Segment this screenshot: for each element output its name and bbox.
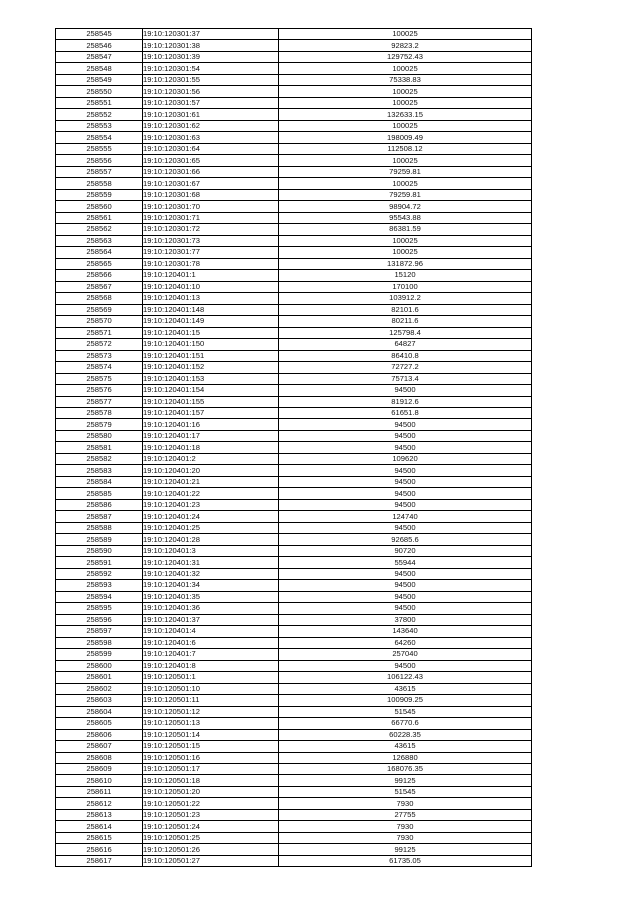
table-row [56, 120, 532, 131]
row-id-cell: 258617 [56, 855, 143, 866]
cadastral-number-cell: 19:10:120301:38 [143, 40, 279, 51]
row-id-cell: 258555 [56, 143, 143, 154]
table-row [56, 465, 532, 476]
row-id-cell: 258581 [56, 442, 143, 453]
cadastral-number-cell: 19:10:120301:39 [143, 51, 279, 62]
amount-cell: 132633.15 [279, 109, 532, 120]
amount-cell: 27755 [279, 809, 532, 820]
cadastral-number-cell: 19:10:120401:20 [143, 465, 279, 476]
amount-cell: 100025 [279, 97, 532, 108]
cadastral-number-cell: 19:10:120501:22 [143, 798, 279, 809]
row-id-cell: 258569 [56, 304, 143, 315]
row-id-cell: 258575 [56, 373, 143, 384]
cadastral-number-cell: 19:10:120401:3 [143, 545, 279, 556]
amount-cell: 99125 [279, 844, 532, 855]
table-row [56, 442, 532, 453]
cadastral-number-cell: 19:10:120301:67 [143, 178, 279, 189]
row-id-cell: 258576 [56, 385, 143, 396]
table-row [56, 189, 532, 200]
amount-cell: 79259.81 [279, 189, 532, 200]
table-row [56, 327, 532, 338]
cadastral-number-cell: 19:10:120401:6 [143, 637, 279, 648]
table-row [56, 798, 532, 809]
table-row [56, 247, 532, 258]
cadastral-number-cell: 19:10:120401:15 [143, 327, 279, 338]
table-row [56, 764, 532, 775]
table-row [56, 212, 532, 223]
table-row [56, 97, 532, 108]
row-id-cell: 258586 [56, 499, 143, 510]
amount-cell: 257040 [279, 649, 532, 660]
amount-cell: 94500 [279, 603, 532, 614]
row-id-cell: 258597 [56, 626, 143, 637]
cadastral-number-cell: 19:10:120501:14 [143, 729, 279, 740]
table-row [56, 649, 532, 660]
row-id-cell: 258550 [56, 86, 143, 97]
amount-cell: 94500 [279, 568, 532, 579]
row-id-cell: 258588 [56, 522, 143, 533]
row-id-cell: 258601 [56, 672, 143, 683]
cadastral-number-cell: 19:10:120301:77 [143, 247, 279, 258]
table-row [56, 660, 532, 671]
cadastral-number-cell: 19:10:120401:31 [143, 557, 279, 568]
row-id-cell: 258551 [56, 97, 143, 108]
row-id-cell: 258599 [56, 649, 143, 660]
row-id-cell: 258582 [56, 453, 143, 464]
amount-cell: 103912.2 [279, 293, 532, 304]
table-row [56, 545, 532, 556]
row-id-cell: 258614 [56, 821, 143, 832]
amount-cell: 86381.59 [279, 224, 532, 235]
amount-cell: 61651.8 [279, 407, 532, 418]
cadastral-number-cell: 19:10:120501:20 [143, 786, 279, 797]
amount-cell: 66770.6 [279, 718, 532, 729]
row-id-cell: 258602 [56, 683, 143, 694]
row-id-cell: 258609 [56, 764, 143, 775]
row-id-cell: 258552 [56, 109, 143, 120]
table-row [56, 568, 532, 579]
row-id-cell: 258558 [56, 178, 143, 189]
amount-cell: 99125 [279, 775, 532, 786]
row-id-cell: 258546 [56, 40, 143, 51]
cadastral-number-cell: 19:10:120401:10 [143, 281, 279, 292]
amount-cell: 64827 [279, 339, 532, 350]
table-row [56, 476, 532, 487]
cadastral-number-cell: 19:10:120501:16 [143, 752, 279, 763]
table-row [56, 591, 532, 602]
amount-cell: 51545 [279, 786, 532, 797]
cadastral-number-cell: 19:10:120501:13 [143, 718, 279, 729]
amount-cell: 100025 [279, 155, 532, 166]
table-row [56, 614, 532, 625]
amount-cell: 94500 [279, 442, 532, 453]
cadastral-number-cell: 19:10:120501:1 [143, 672, 279, 683]
row-id-cell: 258573 [56, 350, 143, 361]
table-row [56, 166, 532, 177]
table-row [56, 683, 532, 694]
table-row [56, 270, 532, 281]
table-row [56, 51, 532, 62]
amount-cell: 94500 [279, 385, 532, 396]
amount-cell: 112508.12 [279, 143, 532, 154]
row-id-cell: 258615 [56, 832, 143, 843]
cadastral-number-cell: 19:10:120501:24 [143, 821, 279, 832]
table-row [56, 626, 532, 637]
cadastral-number-cell: 19:10:120301:56 [143, 86, 279, 97]
table-row [56, 557, 532, 568]
cadastral-number-cell: 19:10:120301:78 [143, 258, 279, 269]
table-row [56, 522, 532, 533]
table-row [56, 143, 532, 154]
amount-cell: 170100 [279, 281, 532, 292]
amount-cell: 168076.35 [279, 764, 532, 775]
table-row [56, 339, 532, 350]
table-row [56, 293, 532, 304]
table-row [56, 109, 532, 120]
cadastral-number-cell: 19:10:120401:13 [143, 293, 279, 304]
amount-cell: 100025 [279, 86, 532, 97]
amount-cell: 126880 [279, 752, 532, 763]
data-table [55, 28, 532, 867]
row-id-cell: 258607 [56, 741, 143, 752]
amount-cell: 37800 [279, 614, 532, 625]
row-id-cell: 258574 [56, 362, 143, 373]
row-id-cell: 258549 [56, 74, 143, 85]
amount-cell: 106122.43 [279, 672, 532, 683]
table-row [56, 844, 532, 855]
table-body [56, 29, 532, 867]
cadastral-number-cell: 19:10:120401:24 [143, 511, 279, 522]
amount-cell: 100025 [279, 235, 532, 246]
cadastral-number-cell: 19:10:120301:64 [143, 143, 279, 154]
row-id-cell: 258568 [56, 293, 143, 304]
amount-cell: 51545 [279, 706, 532, 717]
table-row [56, 155, 532, 166]
row-id-cell: 258584 [56, 476, 143, 487]
cadastral-number-cell: 19:10:120501:17 [143, 764, 279, 775]
row-id-cell: 258577 [56, 396, 143, 407]
amount-cell: 80211.6 [279, 316, 532, 327]
table-row [56, 419, 532, 430]
amount-cell: 100025 [279, 63, 532, 74]
cadastral-number-cell: 19:10:120401:32 [143, 568, 279, 579]
row-id-cell: 258556 [56, 155, 143, 166]
row-id-cell: 258595 [56, 603, 143, 614]
table-row [56, 775, 532, 786]
row-id-cell: 258545 [56, 29, 143, 40]
amount-cell: 100025 [279, 247, 532, 258]
amount-cell: 129752.43 [279, 51, 532, 62]
table-row [56, 534, 532, 545]
table-row [56, 362, 532, 373]
row-id-cell: 258548 [56, 63, 143, 74]
amount-cell: 86410.8 [279, 350, 532, 361]
row-id-cell: 258589 [56, 534, 143, 545]
cadastral-number-cell: 19:10:120401:22 [143, 488, 279, 499]
amount-cell: 72727.2 [279, 362, 532, 373]
amount-cell: 125798.4 [279, 327, 532, 338]
cadastral-number-cell: 19:10:120401:35 [143, 591, 279, 602]
row-id-cell: 258612 [56, 798, 143, 809]
cadastral-number-cell: 19:10:120401:4 [143, 626, 279, 637]
amount-cell: 43615 [279, 741, 532, 752]
table-row [56, 718, 532, 729]
row-id-cell: 258596 [56, 614, 143, 625]
row-id-cell: 258604 [56, 706, 143, 717]
table-row [56, 350, 532, 361]
table-row [56, 855, 532, 866]
row-id-cell: 258611 [56, 786, 143, 797]
cadastral-number-cell: 19:10:120301:63 [143, 132, 279, 143]
cadastral-number-cell: 19:10:120401:34 [143, 580, 279, 591]
cadastral-number-cell: 19:10:120501:12 [143, 706, 279, 717]
cadastral-number-cell: 19:10:120401:7 [143, 649, 279, 660]
table-row [56, 488, 532, 499]
row-id-cell: 258572 [56, 339, 143, 350]
table-row [56, 453, 532, 464]
row-id-cell: 258606 [56, 729, 143, 740]
row-id-cell: 258567 [56, 281, 143, 292]
amount-cell: 7930 [279, 821, 532, 832]
amount-cell: 124740 [279, 511, 532, 522]
table-row [56, 316, 532, 327]
amount-cell: 100025 [279, 178, 532, 189]
row-id-cell: 258590 [56, 545, 143, 556]
cadastral-number-cell: 19:10:120401:151 [143, 350, 279, 361]
cadastral-number-cell: 19:10:120301:66 [143, 166, 279, 177]
amount-cell: 7930 [279, 798, 532, 809]
amount-cell: 94500 [279, 499, 532, 510]
row-id-cell: 258553 [56, 120, 143, 131]
amount-cell: 43615 [279, 683, 532, 694]
cadastral-number-cell: 19:10:120401:25 [143, 522, 279, 533]
amount-cell: 94500 [279, 430, 532, 441]
table-row [56, 132, 532, 143]
cadastral-number-cell: 19:10:120501:15 [143, 741, 279, 752]
table-row [56, 74, 532, 85]
amount-cell: 75338.83 [279, 74, 532, 85]
amount-cell: 94500 [279, 660, 532, 671]
table-row [56, 224, 532, 235]
amount-cell: 81912.6 [279, 396, 532, 407]
table-row [56, 821, 532, 832]
cadastral-number-cell: 19:10:120501:25 [143, 832, 279, 843]
cadastral-number-cell: 19:10:120401:1 [143, 270, 279, 281]
row-id-cell: 258560 [56, 201, 143, 212]
table-row [56, 832, 532, 843]
row-id-cell: 258591 [56, 557, 143, 568]
table-row [56, 281, 532, 292]
cadastral-number-cell: 19:10:120401:150 [143, 339, 279, 350]
row-id-cell: 258559 [56, 189, 143, 200]
table-row [56, 235, 532, 246]
cadastral-number-cell: 19:10:120401:23 [143, 499, 279, 510]
amount-cell: 92823.2 [279, 40, 532, 51]
amount-cell: 100025 [279, 29, 532, 40]
table-row [56, 741, 532, 752]
cadastral-number-cell: 19:10:120401:157 [143, 407, 279, 418]
table-row [56, 580, 532, 591]
table-row [56, 706, 532, 717]
cadastral-number-cell: 19:10:120401:18 [143, 442, 279, 453]
row-id-cell: 258585 [56, 488, 143, 499]
cadastral-number-cell: 19:10:120301:62 [143, 120, 279, 131]
cadastral-number-cell: 19:10:120501:26 [143, 844, 279, 855]
cadastral-number-cell: 19:10:120401:16 [143, 419, 279, 430]
cadastral-number-cell: 19:10:120301:65 [143, 155, 279, 166]
table-row [56, 396, 532, 407]
cadastral-number-cell: 19:10:120401:152 [143, 362, 279, 373]
row-id-cell: 258583 [56, 465, 143, 476]
row-id-cell: 258594 [56, 591, 143, 602]
row-id-cell: 258610 [56, 775, 143, 786]
amount-cell: 100025 [279, 120, 532, 131]
row-id-cell: 258566 [56, 270, 143, 281]
cadastral-number-cell: 19:10:120401:21 [143, 476, 279, 487]
table-row [56, 29, 532, 40]
row-id-cell: 258565 [56, 258, 143, 269]
table-row [56, 499, 532, 510]
row-id-cell: 258608 [56, 752, 143, 763]
cadastral-number-cell: 19:10:120401:2 [143, 453, 279, 464]
amount-cell: 94500 [279, 488, 532, 499]
cadastral-number-cell: 19:10:120401:17 [143, 430, 279, 441]
row-id-cell: 258600 [56, 660, 143, 671]
cadastral-number-cell: 19:10:120501:18 [143, 775, 279, 786]
amount-cell: 82101.6 [279, 304, 532, 315]
table-row [56, 809, 532, 820]
table-row [56, 752, 532, 763]
table-row [56, 86, 532, 97]
row-id-cell: 258557 [56, 166, 143, 177]
row-id-cell: 258562 [56, 224, 143, 235]
amount-cell: 98904.72 [279, 201, 532, 212]
row-id-cell: 258578 [56, 407, 143, 418]
amount-cell: 61735.05 [279, 855, 532, 866]
amount-cell: 92685.6 [279, 534, 532, 545]
amount-cell: 94500 [279, 419, 532, 430]
row-id-cell: 258616 [56, 844, 143, 855]
amount-cell: 94500 [279, 591, 532, 602]
row-id-cell: 258561 [56, 212, 143, 223]
table-row [56, 63, 532, 74]
row-id-cell: 258592 [56, 568, 143, 579]
cadastral-number-cell: 19:10:120401:153 [143, 373, 279, 384]
amount-cell: 94500 [279, 522, 532, 533]
row-id-cell: 258605 [56, 718, 143, 729]
amount-cell: 64260 [279, 637, 532, 648]
amount-cell: 95543.88 [279, 212, 532, 223]
table-row [56, 201, 532, 212]
amount-cell: 94500 [279, 580, 532, 591]
cadastral-number-cell: 19:10:120301:55 [143, 74, 279, 85]
cadastral-number-cell: 19:10:120401:154 [143, 385, 279, 396]
cadastral-number-cell: 19:10:120401:155 [143, 396, 279, 407]
amount-cell: 79259.81 [279, 166, 532, 177]
table-row [56, 637, 532, 648]
table-row [56, 511, 532, 522]
table-row [56, 786, 532, 797]
amount-cell: 131872.96 [279, 258, 532, 269]
row-id-cell: 258579 [56, 419, 143, 430]
amount-cell: 94500 [279, 465, 532, 476]
row-id-cell: 258570 [56, 316, 143, 327]
cadastral-number-cell: 19:10:120501:10 [143, 683, 279, 694]
amount-cell: 143640 [279, 626, 532, 637]
table-row [56, 407, 532, 418]
cadastral-number-cell: 19:10:120301:73 [143, 235, 279, 246]
cadastral-number-cell: 19:10:120301:54 [143, 63, 279, 74]
cadastral-number-cell: 19:10:120401:28 [143, 534, 279, 545]
table-row [56, 430, 532, 441]
row-id-cell: 258563 [56, 235, 143, 246]
row-id-cell: 258613 [56, 809, 143, 820]
cadastral-number-cell: 19:10:120301:72 [143, 224, 279, 235]
amount-cell: 55944 [279, 557, 532, 568]
row-id-cell: 258603 [56, 695, 143, 706]
amount-cell: 75713.4 [279, 373, 532, 384]
table-row [56, 729, 532, 740]
amount-cell: 60228.35 [279, 729, 532, 740]
cadastral-number-cell: 19:10:120401:36 [143, 603, 279, 614]
cadastral-number-cell: 19:10:120401:8 [143, 660, 279, 671]
cadastral-number-cell: 19:10:120301:57 [143, 97, 279, 108]
cadastral-number-cell: 19:10:120401:148 [143, 304, 279, 315]
cadastral-number-cell: 19:10:120301:71 [143, 212, 279, 223]
cadastral-number-cell: 19:10:120301:61 [143, 109, 279, 120]
row-id-cell: 258598 [56, 637, 143, 648]
cadastral-number-cell: 19:10:120301:37 [143, 29, 279, 40]
row-id-cell: 258587 [56, 511, 143, 522]
cadastral-number-cell: 19:10:120501:27 [143, 855, 279, 866]
amount-cell: 90720 [279, 545, 532, 556]
table-row [56, 695, 532, 706]
table-row [56, 178, 532, 189]
cadastral-number-cell: 19:10:120301:68 [143, 189, 279, 200]
cadastral-number-cell: 19:10:120401:149 [143, 316, 279, 327]
amount-cell: 100909.25 [279, 695, 532, 706]
row-id-cell: 258547 [56, 51, 143, 62]
row-id-cell: 258580 [56, 430, 143, 441]
table-row [56, 385, 532, 396]
table-row [56, 672, 532, 683]
amount-cell: 94500 [279, 476, 532, 487]
table-row [56, 603, 532, 614]
amount-cell: 198009.49 [279, 132, 532, 143]
cadastral-number-cell: 19:10:120501:23 [143, 809, 279, 820]
table-row [56, 258, 532, 269]
cadastral-number-cell: 19:10:120401:37 [143, 614, 279, 625]
cadastral-number-cell: 19:10:120301:70 [143, 201, 279, 212]
row-id-cell: 258554 [56, 132, 143, 143]
table-row [56, 373, 532, 384]
amount-cell: 15120 [279, 270, 532, 281]
row-id-cell: 258564 [56, 247, 143, 258]
table-row [56, 40, 532, 51]
amount-cell: 7930 [279, 832, 532, 843]
cadastral-number-cell: 19:10:120501:11 [143, 695, 279, 706]
row-id-cell: 258593 [56, 580, 143, 591]
table-row [56, 304, 532, 315]
row-id-cell: 258571 [56, 327, 143, 338]
amount-cell: 109620 [279, 453, 532, 464]
